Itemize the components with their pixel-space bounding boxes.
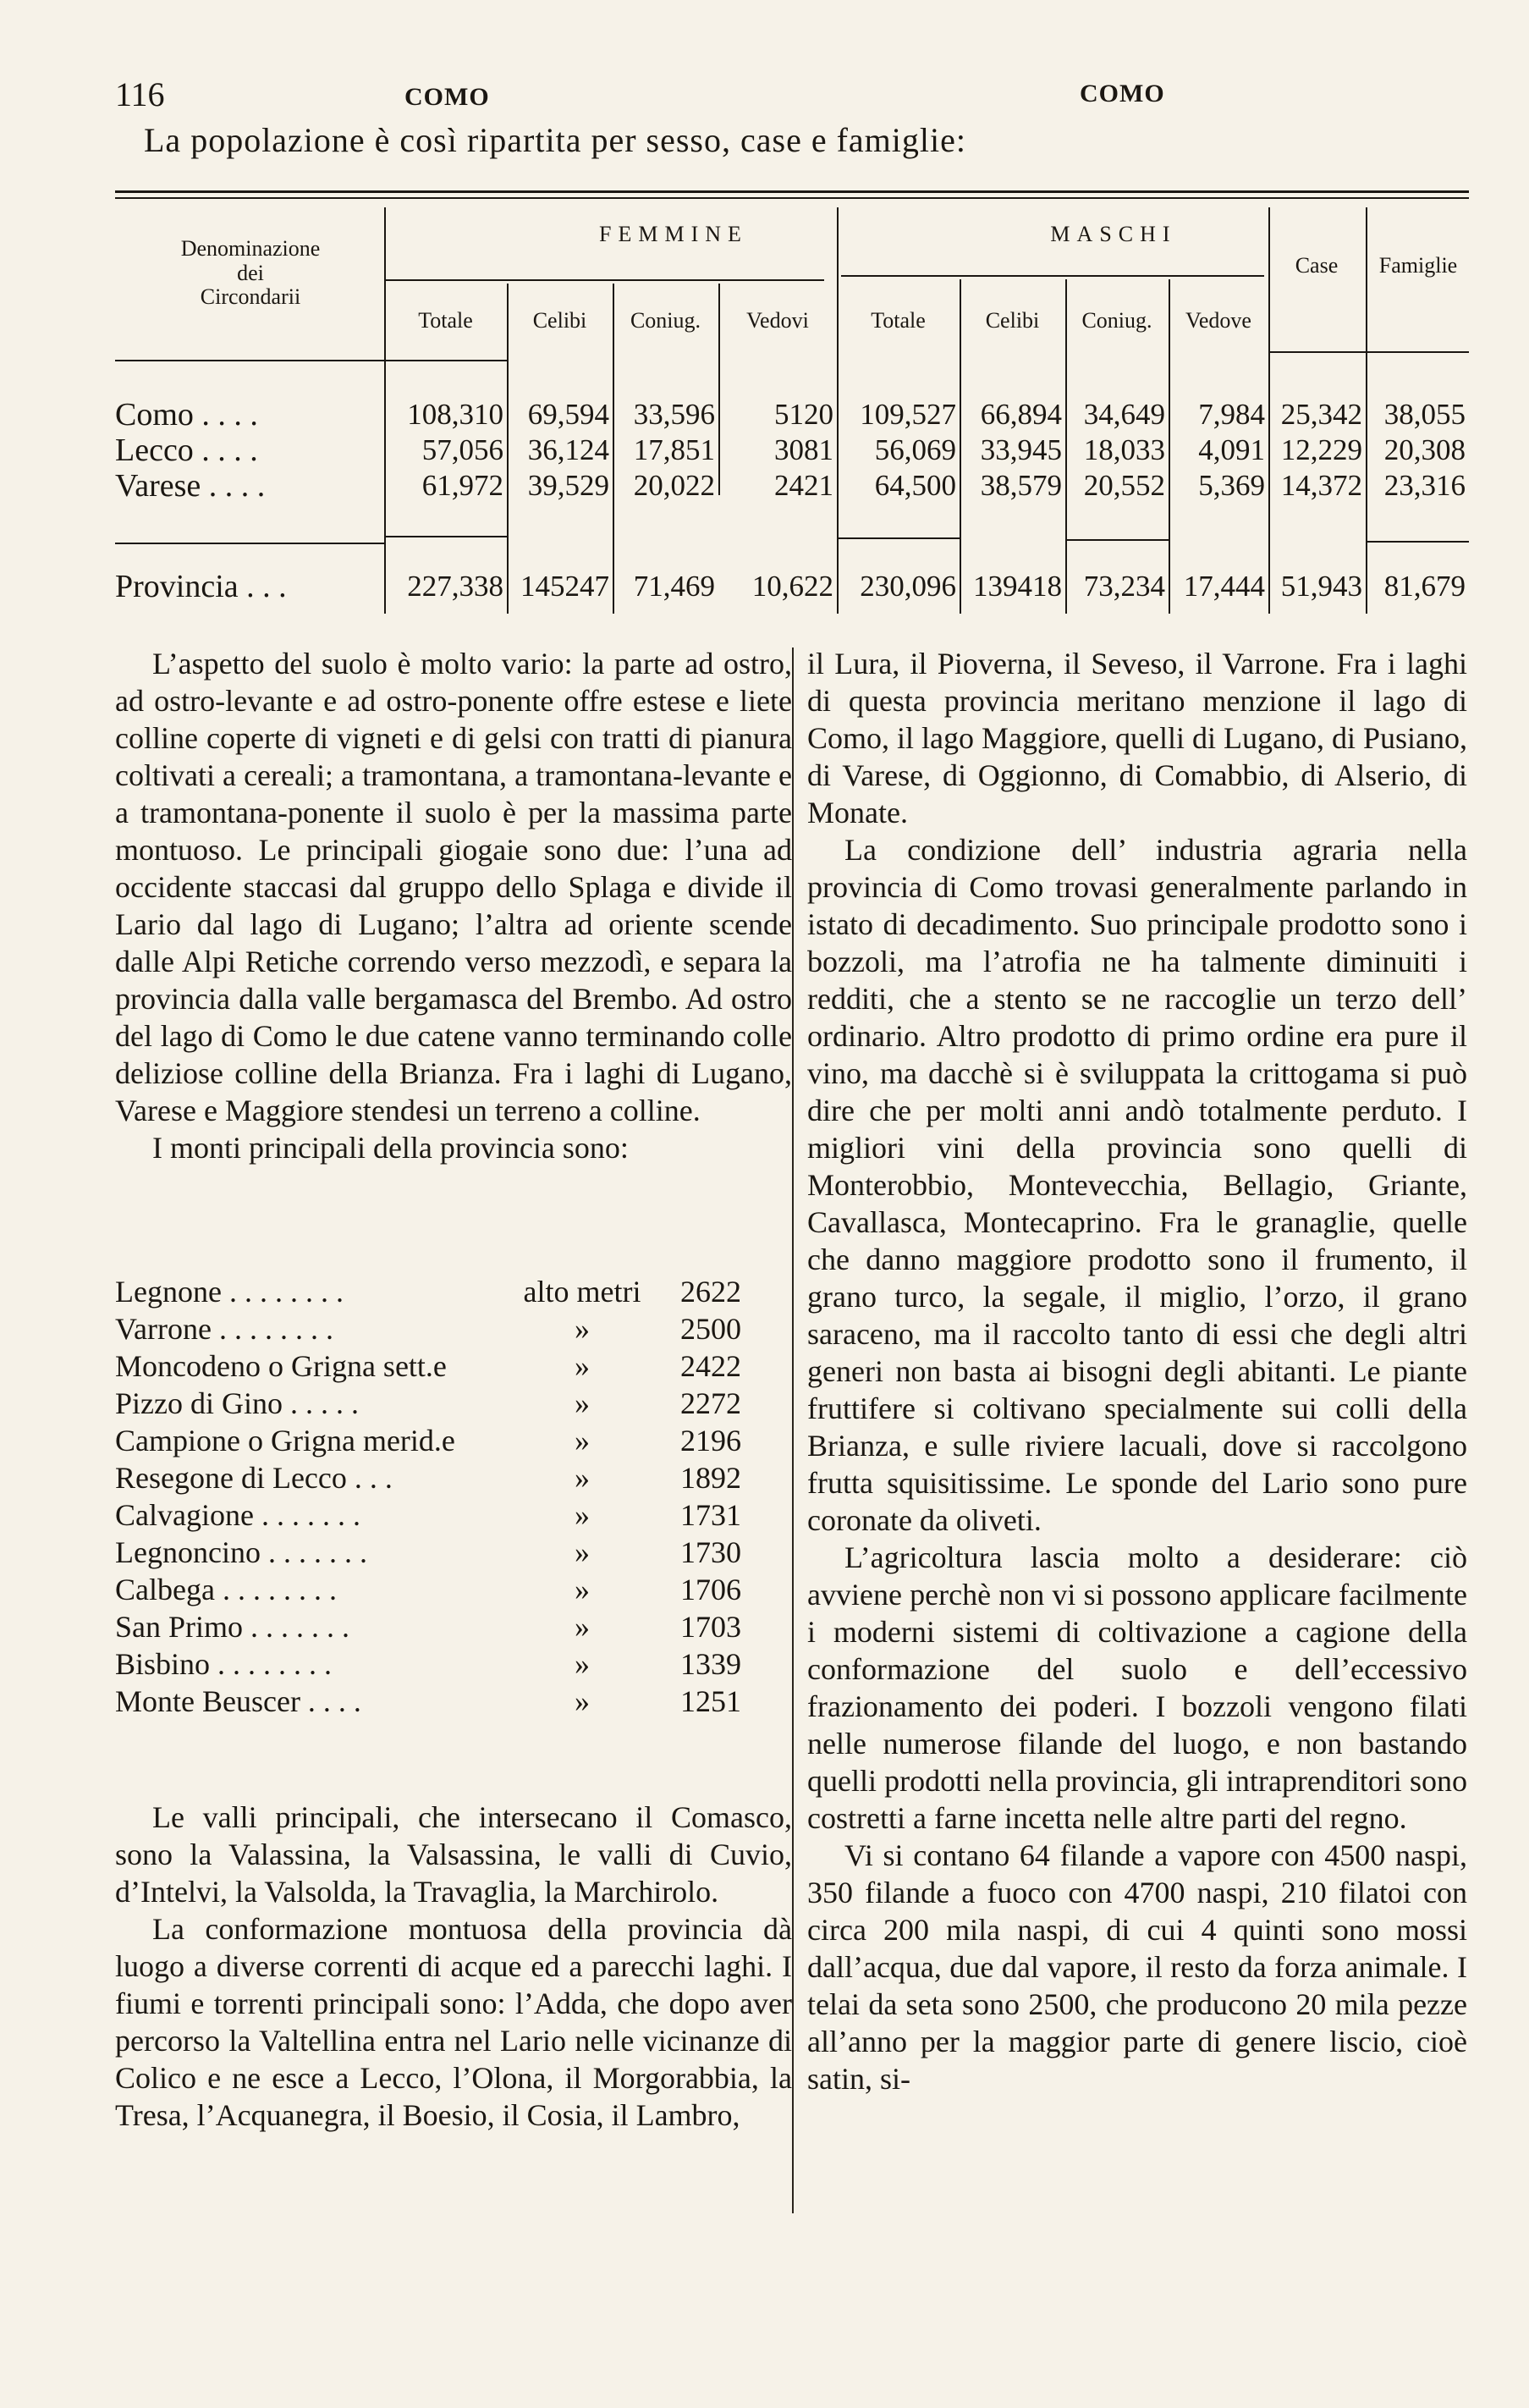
table-cell: 5120 [774,398,833,431]
column-divider [792,647,794,2213]
table-cell: 7,984 [1198,398,1265,431]
list-item: Legnone . . . . . . . . alto metri 2622 [115,1275,741,1309]
table-cell: 20,308 [1383,433,1466,466]
paragraph-agricoltura: L’agricoltura lascia molto a desiderare: ciò avviene perchè non vi si possono applicare facilmente i moderni sistemi di coltivazione a cagione della conformazione del suolo e dell’eccessivo frazionamento dei poderi. I bozzoli vengono filati nelle numerose filande del luogo, e non bastando quelli prodotti nella provincia, gli intraprenditori sono costretti a farne incetta nelle altre parti del regno. [807,1540,1467,1835]
list-item: Monte Beuscer . . . . » 1251 [115,1684,741,1718]
total-cell: 139418 [973,570,1062,603]
total-cell: 81,679 [1383,570,1466,603]
table-cell: 14,372 [1280,469,1362,502]
list-item: Varrone . . . . . . . . » 2500 [115,1312,741,1346]
list-item: Campione o Grigna merid.e » 2196 [115,1424,741,1457]
header-femmine: FEMMINE [599,222,748,246]
table-cell: 109,527 [860,398,956,431]
table-caption: La popolazione è così ripartita per sesso, case e famiglie: [144,121,966,159]
sub-m-vedove: Vedove [1185,308,1251,333]
table-cell: 18,033 [1083,433,1165,466]
sub-f-coniug: Coniug. [630,308,701,333]
table-cell: 33,945 [980,433,1062,466]
total-cell: 10,622 [751,570,833,603]
left-column [115,645,792,1166]
paragraph-industria-agraria: La condizione dell’ industria agraria nella provincia di Como trovasi generalmente parlando in istato di decadimento. Suo principale prodotto sono i bozzoli, ma l’atrofia ne ha talmente diminuiti i redditi, che a stento se ne raccoglie un terzo dell’ ordinario. Altro prodotto di primo ordine era pure il vino, ma dacchè si è sviluppata la crittogama si può dire che per molti anni andò totalmente perduto. I migliori vini della provincia sono quelli di Monterobbio, Montevecchia, Bellagio, Griante, Cavallasca, Montecaprino. Fra le granaglie, quelle che danno maggiore prodotto sono il frumento, il grano turco, la segale, il miglio, l’orzo, il grano saraceno, ma il raccolto tanto di essi che degli altri generi non basta ai bisogni degli abitanti. Le piante fruttifere si coltivano specialmente sui colli della Brianza, e sulle riviere lacuali, dove si raccolgono frutta squisitissime. Le sponde del Lario sono pure coronate da oliveti. [807,833,1467,1537]
table-cell: 3081 [774,433,833,466]
row-label-como: Como . . . . [115,397,258,433]
row-label-lecco: Lecco . . . . [115,433,258,468]
list-item: Bisbino . . . . . . . . » 1339 [115,1647,741,1681]
header-denominazione: Denominazione dei Circondarii [180,236,321,310]
header-case: Case [1295,253,1339,278]
sub-f-vedovi: Vedovi [746,308,809,333]
mountains-list [115,1274,741,1721]
total-cell: 17,444 [1183,570,1265,603]
sub-m-coniug: Coniug. [1081,308,1152,333]
table-cell: 36,124 [527,433,609,466]
table-cell: 33,596 [633,398,715,431]
total-cell: 71,469 [633,570,715,603]
table-cell: 20,022 [633,469,715,502]
sub-f-totale: Totale [418,308,473,333]
paragraph-filande: Vi si contano 64 filande a vapore con 4500 naspi, 350 filande a fuoco con 4700 naspi, 210 filatoi con circa 200 mila naspi, di cui 4 quinti sono mossi dall’acqua, due dal vapore, il resto da forza animale. I telai da seta sono 2500, che producono 20 mila pezze all’anno per la maggior parte di genere liscio, cioè satin, si- [807,1838,1467,2096]
table-cell: 38,055 [1383,398,1466,431]
running-head-left: COMO [404,83,490,111]
row-label-provincia: Provincia . . . [115,569,287,604]
table-cell: 108,310 [407,398,503,431]
table-cell: 69,594 [527,398,609,431]
total-cell: 230,096 [860,570,956,603]
total-cell: 145247 [520,570,609,603]
list-item: Moncodeno o Grigna sett.e » 2422 [115,1349,741,1383]
list-item: Legnoncino . . . . . . . » 1730 [115,1535,741,1569]
table-cell: 38,579 [980,469,1062,502]
total-cell: 73,234 [1083,570,1165,603]
page-number: 116 [115,75,165,113]
table-cell: 34,649 [1083,398,1165,431]
list-item: Resegone di Lecco . . . » 1892 [115,1461,741,1495]
right-column [807,645,1467,2097]
sub-m-totale: Totale [871,308,926,333]
table-cell: 66,894 [980,398,1062,431]
table-cell: 23,316 [1383,469,1466,502]
sub-m-celibi: Celibi [985,308,1040,333]
table-cell: 2421 [774,469,833,502]
paragraph-acque: La conformazione montuosa della provincia dà luogo a diverse correnti di acque ed a parecchi laghi. I fiumi e torrenti principali sono: l’Adda, che dopo aver percorso la Valtellina entra nel Lario nelle vicinanze di Colico e ne esce a Lecco, l’Olona, il Morgorabbia, la Tresa, l’Acquanegra, il Boesio, il Cosia, il Lambro, [115,1912,792,2132]
list-item: San Primo . . . . . . . » 1703 [115,1610,741,1644]
list-item: Calbega . . . . . . . . » 1706 [115,1573,741,1606]
table-cell: 12,229 [1280,433,1362,466]
paragraph-suolo: L’aspetto del suolo è molto vario: la parte ad ostro, ad ostro-levante e ad ostro-ponente offre estese e liete colline coperte di vigneti e di gelsi con tratti di pianura coltivati a cereali; a tramontana, a tramontana-levante e a tramontana-ponente il suolo è per la massima parte montuoso. Le principali giogaie sono due: l’una ad occidente staccasi dal gruppo dello Splaga e divide il Lario dal lago di Lugano; l’altra ad oriente scende dalle Alpi Retiche correndo verso mezzodì, e separa la provincia dalla valle bergamasca del Brembo. Ad ostro del lago di Como le due catene vanno terminando colle deliziose colline della Brianza. Fra i laghi di Lugano, Varese e Maggiore stendesi un terreno a colline. [115,647,792,1127]
header-maschi: MASCHI [1050,222,1177,246]
paragraph-monti-intro: I monti principali della provincia sono: [152,1131,629,1165]
table-cell: 57,056 [421,433,503,466]
left-column-lower [115,1799,792,2134]
total-cell: 227,338 [407,570,503,603]
running-head-right: COMO [1080,80,1165,107]
sub-f-celibi: Celibi [532,308,587,333]
table-cell: 39,529 [527,469,609,502]
row-label-varese: Varese . . . . [115,468,266,504]
table-cell: 56,069 [874,433,956,466]
table-cell: 4,091 [1198,433,1265,466]
table-cell: 20,552 [1083,469,1165,502]
list-item: Pizzo di Gino . . . . . » 2272 [115,1386,741,1420]
header-famiglie: Famiglie [1378,253,1458,278]
table-cell: 17,851 [633,433,715,466]
paragraph-valli: Le valli principali, che intersecano il Comasco, sono la Valassina, la Valsassina, le valli di Cuvio, d’Intelvi, la Valsolda, la Travaglia, la Marchirolo. [115,1800,792,1909]
total-cell: 51,943 [1280,570,1362,603]
table-cell: 61,972 [421,469,503,502]
table-cell: 5,369 [1198,469,1265,502]
population-table [115,190,1469,618]
table-cell: 25,342 [1280,398,1362,431]
paragraph-laghi: il Lura, il Pioverna, il Seveso, il Varrone. Fra i laghi di questa provincia meritano menzione il lago di Como, il lago Maggiore, quelli di Lugano, di Pusiano, di Varese, di Oggionno, di Comabbio, di Alserio, di Monate. [807,647,1467,829]
table-cell: 64,500 [874,469,956,502]
list-item: Calvagione . . . . . . . » 1731 [115,1498,741,1532]
